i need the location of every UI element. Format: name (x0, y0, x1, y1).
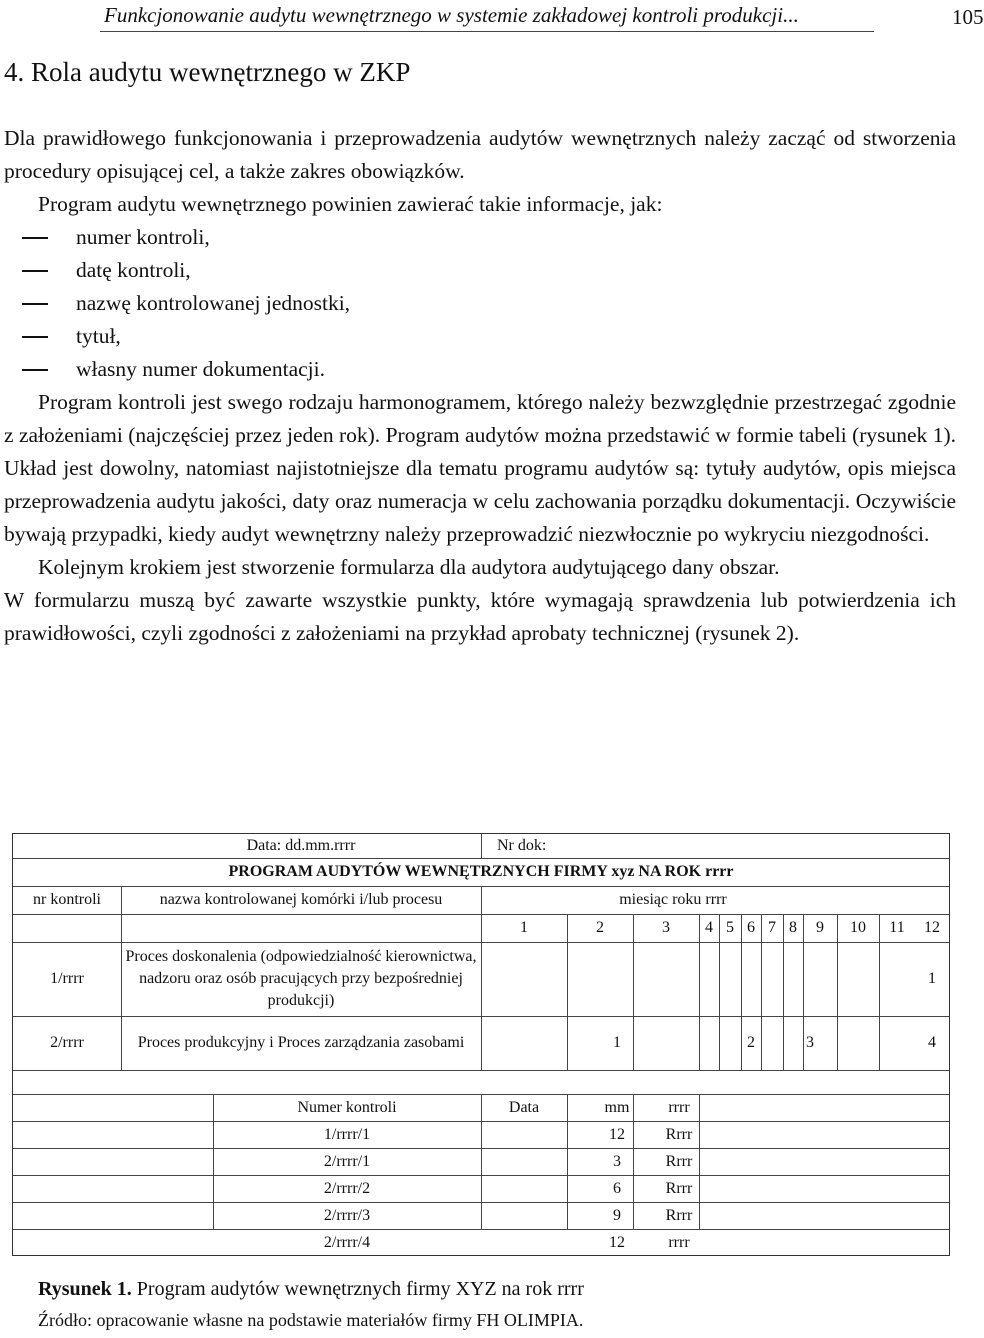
month-header: 2 (596, 919, 604, 936)
sub-cell: 9 (613, 1206, 621, 1224)
grid-line (481, 834, 482, 858)
sub-cell: 2/rrrr/4 (323, 1233, 371, 1251)
grid-line (13, 1070, 949, 1071)
paragraph-2: Program audytu wewnętrznego powinien zawierać takie informacje, jak: (38, 192, 663, 216)
col-header-name: nazwa kontrolowanej komórki i/lub procesu (159, 891, 443, 908)
header-rule (100, 31, 874, 32)
col-header-month: miesiąc roku rrrr (619, 891, 727, 908)
section-title: 4. Rola audytu wewnętrznego w ZKP (4, 57, 411, 87)
grid-line (13, 1229, 949, 1230)
sub-cell: 6 (613, 1179, 621, 1197)
dash-marker (22, 270, 48, 272)
row-name: Proces produkcyjny i Proces zarządzania zasobami (137, 1034, 465, 1051)
sub-cell: Rrrr (665, 1206, 693, 1224)
paragraph-4: Kolejnym krokiem jest stworzenie formularza dla audytora audytującego dany obszar. (38, 555, 780, 579)
col-header-nr: nr kontroli (33, 891, 101, 908)
month-header: 7 (768, 919, 776, 936)
doc-number-label: Nr dok: (497, 837, 547, 854)
dash-marker (22, 303, 48, 305)
sub-cell: 12 (609, 1233, 625, 1251)
caption-label: Rysunek 1. (38, 1278, 132, 1300)
sub-cell: Rrrr (665, 1152, 693, 1170)
running-head (104, 2, 984, 32)
month-header: 11 (889, 919, 905, 936)
date-label: Data: dd.mm.rrrr (246, 837, 356, 854)
sub-cell: 2/rrrr/1 (323, 1152, 371, 1170)
dash-marker (22, 369, 48, 371)
sub-header: mm (604, 1098, 630, 1116)
month-header: 3 (662, 919, 670, 936)
month-header: 12 (924, 919, 940, 936)
info-list (4, 221, 956, 386)
dash-marker (22, 237, 48, 239)
row-mark: 4 (928, 1034, 936, 1051)
month-header: 6 (747, 919, 755, 936)
row-mark: 3 (806, 1034, 814, 1051)
month-header: 9 (816, 919, 824, 936)
month-header: 4 (705, 919, 713, 936)
row-mark: 1 (928, 970, 936, 987)
row-name: Proces doskonalenia (odpowiedzialność kierownictwa, nadzoru oraz osób pracujących przy bezpośredniej produkcji) (125, 948, 477, 1009)
program-title: PROGRAM AUDYTÓW WEWNĘTRZNYCH FIRMY xyz NA ROK rrrr (228, 863, 734, 880)
sub-header: Numer kontroli (297, 1098, 397, 1116)
sub-cell: rrrr (668, 1233, 690, 1251)
paragraph-3: Program kontroli jest swego rodzaju harmonogramem, którego należy bezwzględnie przestrzegać zgodnie z założeniami (najczęściej przez jeden rok). Program audytów można przedstawić w formie tabeli (rysunek 1). Układ jest dowolny, natomiast najistotniejsze dla tematu programu audytów są: tytuły audytów, opis miejsca przeprowadzenia audytu jakości, daty oraz numeracja w celu zachowania porządku dokumentacji. Oczywiście bywają przypadki, kiedy audyt wewnętrzny należy przeprowadzić niezwłocznie po wykryciu niezgodności. (4, 390, 956, 546)
month-header: 8 (789, 919, 797, 936)
audit-program-figure (12, 833, 950, 1256)
sub-cell: 2/rrrr/2 (323, 1179, 371, 1197)
row-nr: 2/rrrr (50, 1034, 84, 1051)
list-item: datę kontroli, (4, 254, 956, 287)
dash-marker (22, 336, 48, 338)
month-header: 10 (850, 919, 866, 936)
sub-header: rrrr (668, 1098, 690, 1116)
sub-cell: 3 (613, 1152, 621, 1170)
row-mark: 1 (613, 1034, 621, 1051)
figure-caption (38, 1276, 584, 1302)
list-item: tytuł, (4, 320, 956, 353)
paragraph-1: Dla prawidłowego funkcjonowania i przeprowadzenia audytów wewnętrznych należy zacząć od stworzenia procedury opisującej cel, a także zakres obowiązków. (4, 126, 956, 183)
caption-text: Program audytów wewnętrznych firmy XYZ na rok rrrr (131, 1278, 584, 1300)
month-header: 5 (726, 919, 734, 936)
body-text (4, 122, 956, 650)
running-title: Funkcjonowanie audytu wewnętrznego w systemie zakładowej kontroli produkcji... (104, 3, 799, 27)
sub-header: Data (508, 1098, 540, 1116)
list-item: nazwę kontrolowanej jednostki, (4, 287, 956, 320)
list-item: własny numer dokumentacji. (4, 353, 956, 386)
row-mark: 2 (747, 1034, 755, 1051)
sub-cell: Rrrr (665, 1125, 693, 1143)
sub-cell: 12 (609, 1125, 625, 1143)
sub-cell: 2/rrrr/3 (323, 1206, 371, 1224)
page-number: 105 (952, 5, 984, 29)
list-item: numer kontroli, (4, 221, 956, 254)
sub-cell: 1/rrrr/1 (323, 1125, 371, 1143)
paragraph-5: W formularzu muszą być zawarte wszystkie punkty, które wymagają sprawdzenia lub potwierdzenia ich prawidłowości, czyli zgodności z założeniami na przykład aprobaty technicznej (rysunek 2). (4, 588, 956, 645)
figure-source: Źródło: opracowanie własne na podstawie materiałów firmy FH OLIMPIA. (38, 1310, 584, 1330)
sub-cell: Rrrr (665, 1179, 693, 1197)
month-header: 1 (520, 919, 528, 936)
row-nr: 1/rrrr (50, 970, 84, 987)
